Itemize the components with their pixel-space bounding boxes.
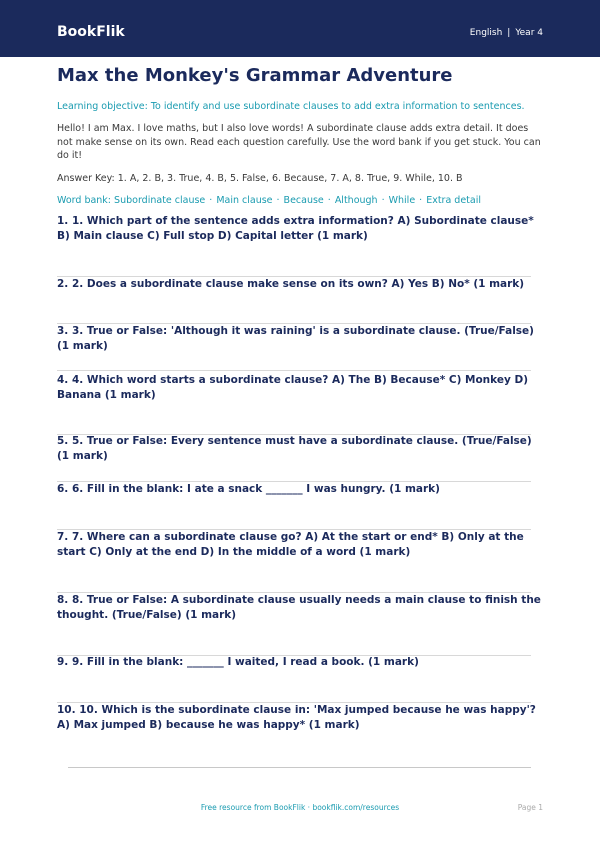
- question-text: 2. 2. Does a subordinate clause make sense on its own? A) Yes B) No* (1 mark): [57, 278, 525, 290]
- answer-key: Answer Key: 1. A, 2. B, 3. True, 4. B, 5. False, 6. Because, 7. A, 8. True, 9. While, 10. B: [57, 172, 463, 184]
- question-item: [57, 277, 543, 292]
- question-item: [57, 593, 543, 623]
- word-bank-separator: ·: [419, 194, 423, 206]
- word-bank-word: Main clause: [216, 194, 273, 206]
- question-text: 4. 4. Which word starts a subordinate clause? A) The B) Because* C) Monkey D) Banana (1 mark): [57, 374, 528, 401]
- question-text: 6. 6. Fill in the blank: I ate a snack _______ I was hungry. (1 mark): [57, 483, 440, 495]
- question-item: [57, 434, 543, 464]
- question-text: 8. 8. True or False: A subordinate clause usually needs a main clause to finish the thought. (True/False) (1 mark): [57, 594, 541, 621]
- word-bank-label: Word bank:: [57, 194, 112, 206]
- question-text: 10. 10. Which is the subordinate clause in: 'Max jumped because he was happy'? A) Max jumped B) because he was happy* (1 mark): [57, 704, 536, 731]
- subject-label: English: [469, 28, 503, 38]
- question-text: 7. 7. Where can a subordinate clause go? A) At the start or end* B) Only at the start C) Only at the end D) In the middle of a word (1 mark): [57, 531, 524, 558]
- meta-separator: |: [507, 28, 511, 38]
- question-item: [57, 530, 543, 560]
- word-bank-separator: ·: [209, 194, 213, 206]
- question-item: [57, 703, 543, 733]
- question-item: [57, 373, 543, 403]
- word-bank-word: Because: [283, 194, 324, 206]
- word-bank-word: While: [388, 194, 416, 206]
- word-bank: [57, 194, 543, 207]
- question-text: 1. 1. Which part of the sentence adds extra information? A) Subordinate clause* B) Main clause C) Full stop D) Capital letter (1 mark): [57, 215, 534, 242]
- intro-text: Hello! I am Max. I love maths, but I also love words! A subordinate clause adds extra detail. It does not make sense on its own. Read each question carefully. Use the word bank if you get stuck. You can do it!: [57, 123, 541, 161]
- word-bank-word: Subordinate clause: [114, 194, 206, 206]
- footer-text: Free resource from BookFlik · bookflik.com/resources: [200, 803, 400, 812]
- question-text: 9. 9. Fill in the blank: _______ I waited, I read a book. (1 mark): [57, 656, 419, 668]
- brand-logo: BookFlik: [57, 24, 125, 40]
- question-text: 5. 5. True or False: Every sentence must have a subordinate clause. (True/False) (1 mark): [57, 435, 532, 462]
- worksheet-intro: [57, 64, 543, 207]
- question-item: [57, 655, 543, 670]
- answer-line[interactable]: [57, 370, 531, 371]
- question-item: [57, 482, 543, 497]
- question-text: 3. 3. True or False: 'Although it was raining' is a subordinate clause. (True/False) (1 mark): [57, 325, 534, 352]
- page-title: Max the Monkey's Grammar Adventure: [57, 65, 453, 86]
- question-item: [57, 214, 543, 244]
- page-number: Page 1: [517, 803, 543, 812]
- page-header: [0, 0, 600, 57]
- footer-divider: [68, 767, 531, 768]
- year-label: Year 4: [515, 28, 543, 38]
- header-meta: [470, 26, 543, 40]
- word-bank-separator: ·: [327, 194, 331, 206]
- word-bank-word: Extra detail: [426, 194, 481, 206]
- word-bank-separator: ·: [381, 194, 385, 206]
- learning-objective: Learning objective: To identify and use subordinate clauses to add extra information to sentences.: [57, 101, 525, 112]
- word-bank-separator: ·: [276, 194, 280, 206]
- question-item: [57, 324, 543, 354]
- word-bank-word: Although: [334, 194, 378, 206]
